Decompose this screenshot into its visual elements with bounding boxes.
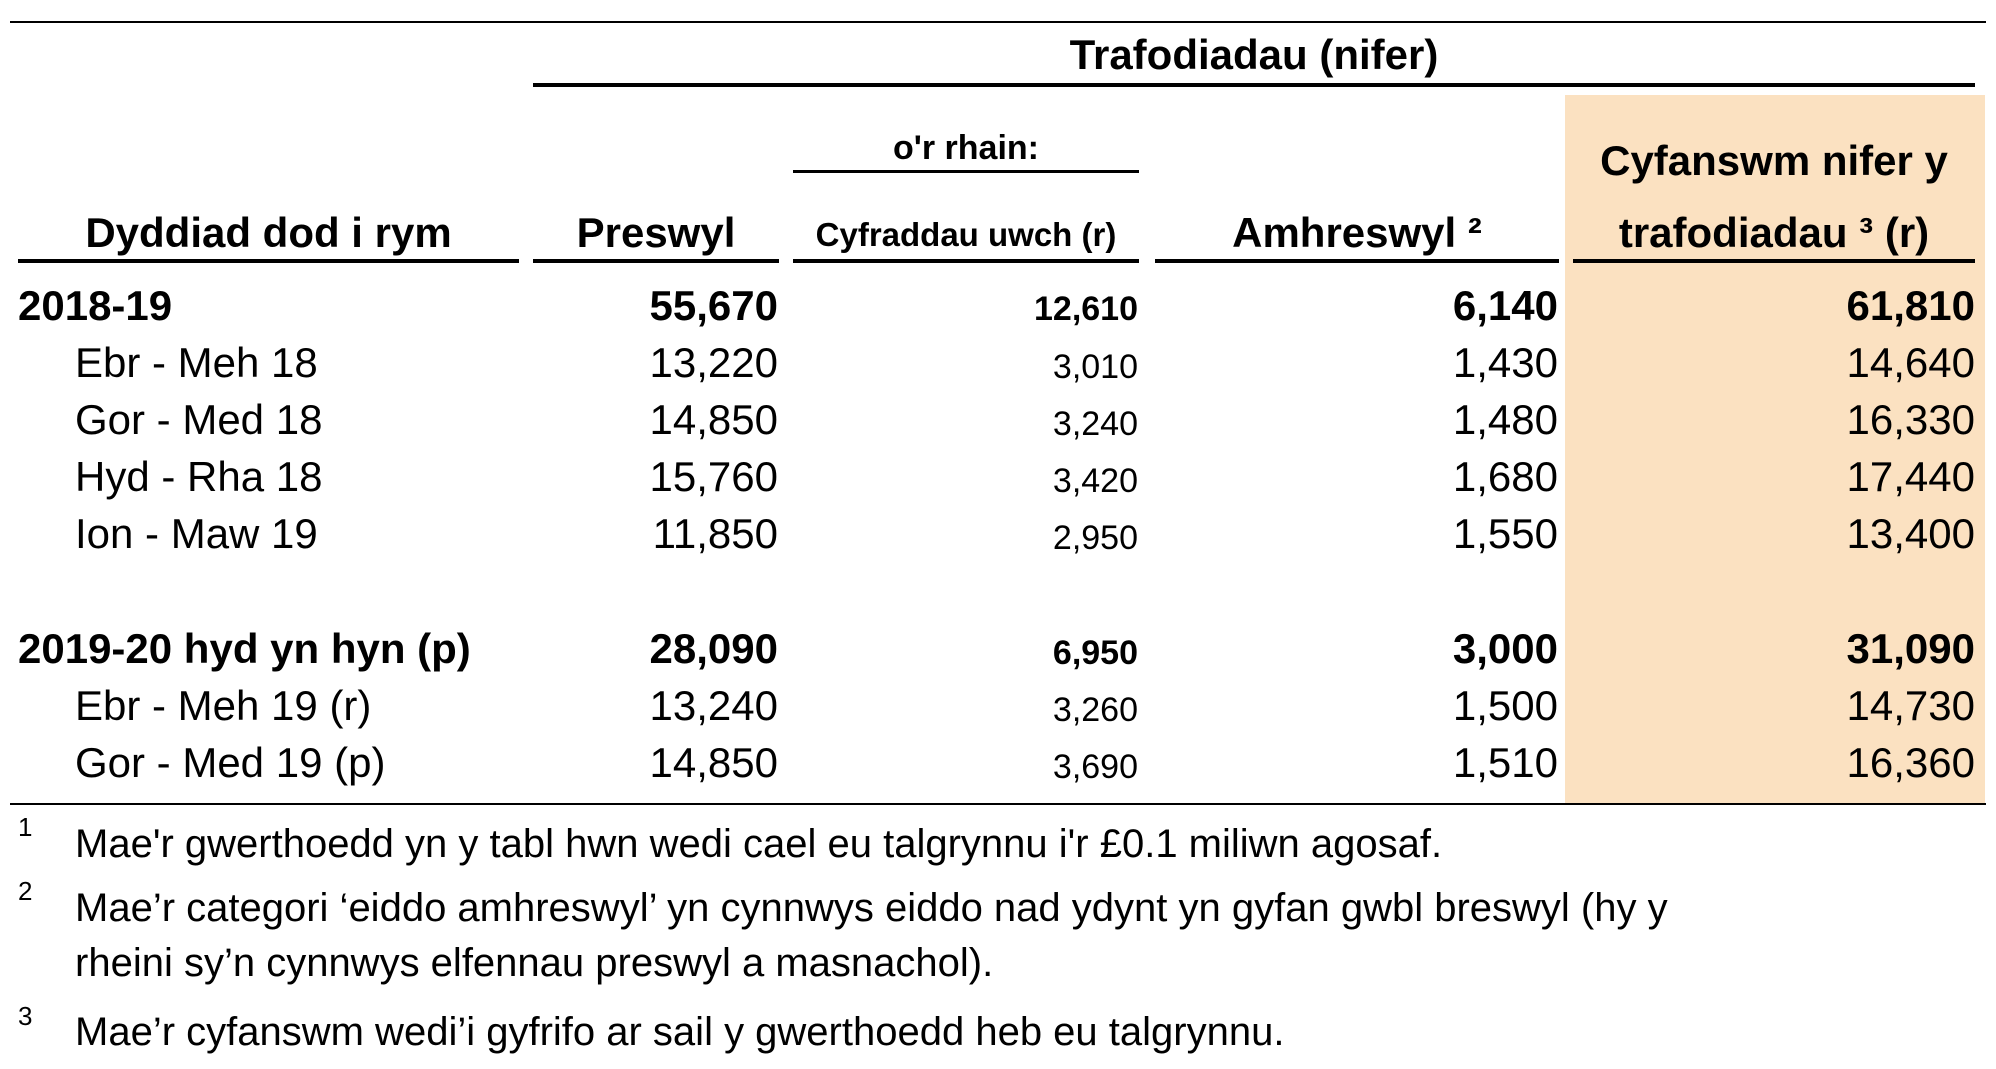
col-header-nonres: Amhreswyl ²: [1232, 209, 1482, 256]
row-label: Ebr - Meh 19 (r): [75, 682, 372, 729]
group-title: Trafodiadau (nifer): [1069, 31, 1439, 78]
cell-total: 16,330: [1846, 396, 1975, 443]
of-which-label: o'r rhain:: [893, 129, 1039, 167]
row-label: Gor - Med 18: [75, 396, 323, 443]
footnote-text: Mae’r categori ‘eiddo amhreswyl’ yn cynnwys eiddo nad ydynt yn gyfan gwbl breswyl (hy y: [75, 886, 1668, 930]
col-rule-higher: [793, 259, 1139, 263]
cell-nonres: 1,500: [1452, 682, 1558, 729]
of-which-rule: [793, 170, 1139, 173]
row-label: 2018-19: [18, 282, 173, 329]
col-header-date: Dyddiad dod i rym: [85, 209, 452, 256]
cell-higher: 12,610: [1034, 290, 1138, 328]
row-label: 2019-20 hyd yn hyn (p): [18, 625, 471, 672]
cell-higher: 6,950: [1052, 634, 1138, 672]
cell-residential: 14,850: [649, 739, 778, 786]
cell-total: 14,730: [1846, 682, 1975, 729]
cell-residential: 13,240: [649, 682, 778, 729]
row-label: Ion - Maw 19: [75, 510, 318, 557]
cell-residential: 55,670: [649, 282, 778, 329]
row-label: Ebr - Meh 18: [75, 339, 318, 386]
col-rule-date: [18, 259, 519, 263]
footnote-number: 1: [18, 812, 33, 842]
cell-nonres: 1,680: [1452, 453, 1558, 500]
cell-total: 14,640: [1846, 339, 1975, 386]
cell-higher: 3,240: [1052, 405, 1138, 443]
cell-residential: 14,850: [649, 396, 778, 443]
cell-higher: 3,010: [1052, 348, 1138, 386]
col-header-total-line1: Cyfanswm nifer y: [1600, 137, 1948, 184]
cell-nonres: 1,480: [1452, 396, 1558, 443]
cell-residential: 28,090: [649, 625, 778, 672]
row-label: Gor - Med 19 (p): [75, 739, 386, 786]
col-rule-total: [1573, 259, 1975, 263]
table-bottom-rule: [10, 803, 1986, 805]
footnote-text: rheini sy’n cynnwys elfennau preswyl a masnachol).: [75, 941, 994, 985]
cell-nonres: 1,430: [1452, 339, 1558, 386]
cell-total: 61,810: [1846, 282, 1975, 329]
cell-higher: 3,420: [1052, 462, 1138, 500]
cell-nonres: 1,550: [1452, 510, 1558, 557]
cell-nonres: 1,510: [1452, 739, 1558, 786]
cell-total: 31,090: [1846, 625, 1975, 672]
cell-total: 16,360: [1846, 739, 1975, 786]
cell-residential: 15,760: [649, 453, 778, 500]
cell-residential: 13,220: [649, 339, 778, 386]
footnote-text: Mae'r gwerthoedd yn y tabl hwn wedi cael eu talgrynnu i'r £0.1 miliwn agosaf.: [75, 822, 1443, 866]
col-rule-residential: [533, 259, 779, 263]
cell-total: 13,400: [1846, 510, 1975, 557]
col-header-residential: Preswyl: [576, 209, 736, 256]
cell-nonres: 6,140: [1452, 282, 1558, 329]
cell-nonres: 3,000: [1452, 625, 1558, 672]
top-rule: [10, 21, 1986, 23]
cell-higher: 3,260: [1052, 691, 1138, 729]
footnote-number: 2: [18, 876, 33, 906]
cell-residential: 11,850: [652, 510, 778, 557]
footnote-text: Mae’r cyfanswm wedi’i gyfrifo ar sail y gwerthoedd heb eu talgrynnu.: [75, 1010, 1285, 1054]
footnote-number: 3: [18, 1001, 33, 1031]
col-header-total-line2: trafodiadau ³ (r): [1618, 209, 1930, 256]
cell-higher: 2,950: [1052, 519, 1138, 557]
cell-higher: 3,690: [1052, 748, 1138, 786]
row-label: Hyd - Rha 18: [75, 453, 323, 500]
col-header-higher: Cyfraddau uwch (r): [815, 216, 1117, 253]
cell-total: 17,440: [1846, 453, 1975, 500]
col-rule-nonres: [1155, 259, 1559, 263]
group-rule: [533, 83, 1975, 87]
